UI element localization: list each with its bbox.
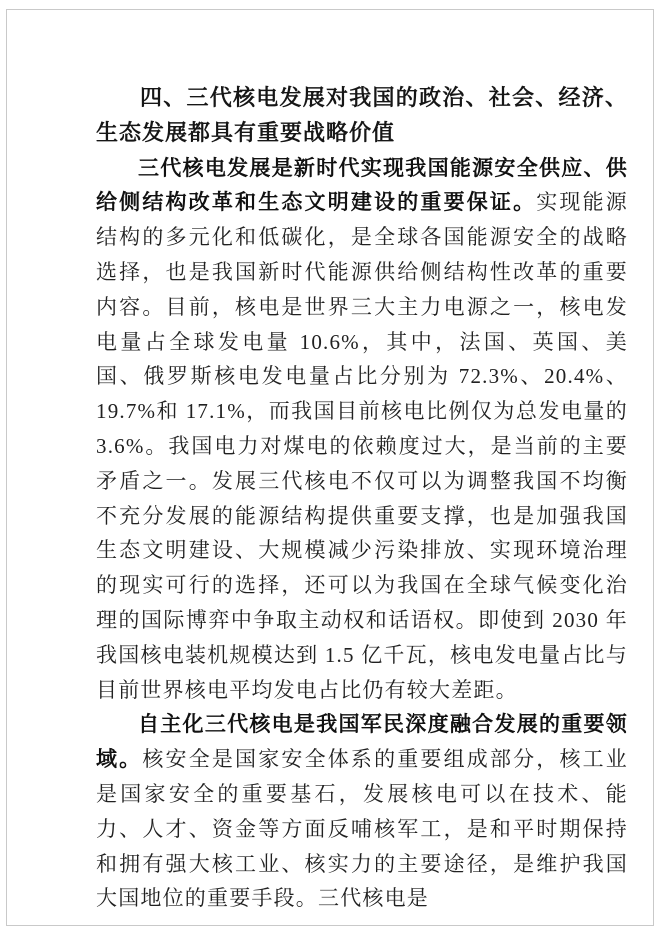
paragraph bbox=[96, 707, 628, 916]
paragraph-lead-emphasis: 三代核电发展是新时代实现我国能源安全供应、供给侧结构改革和生态文明建设的重要保证。 bbox=[96, 155, 628, 215]
document-heading: 四、三代核电发展对我国的政治、社会、经济、生态发展都具有重要战略价值 bbox=[96, 85, 628, 145]
paragraph-body-text: 实现能源结构的多元化和低碳化，是全球各国能源安全的战略选择，也是我国新时代能源供给侧结构性改革的重要内容。目前，核电是世界三大主力电源之一，核电发电量占全球发电量 10.6%，其中，法国、英国、美国、俄罗斯核电发电量占比分别为 72.3%、20.4%、19.7%和 17.1%，而我国目前核电比例仅为总发电量的 3.6%。我国电力对煤电的依赖度过大，是当前的主要矛盾之一。发展三代核电不仅可以为调整我国不均衡不充分发展的能源结构提供重要支撑，也是加强我国生态文明建设、大规模减少污染排放、实现环境治理的现实可行的选择，还可以为我国在全球气候变化治理的国际博弈中争取主动权和话语权。即使到 2030 年我国核电装机规模达到 1.5 亿千瓦，核电发电量占比与目前世界核电平均发电占比仍有较大差距。 bbox=[96, 190, 628, 702]
paragraph bbox=[96, 151, 628, 708]
paragraph-body-text: 核安全是国家安全体系的重要组成部分，核工业是国家安全的重要基石，发展核电可以在技术、能力、人才、资金等方面反哺核军工，是和平时期保持和拥有强大核工业、核实力的主要途径，是维护我国大国地位的重要手段。三代核电是 bbox=[96, 747, 629, 911]
paragraph-lead-emphasis: 自主化三代核电是我国军民深度融合发展的重要领域。 bbox=[96, 712, 628, 772]
